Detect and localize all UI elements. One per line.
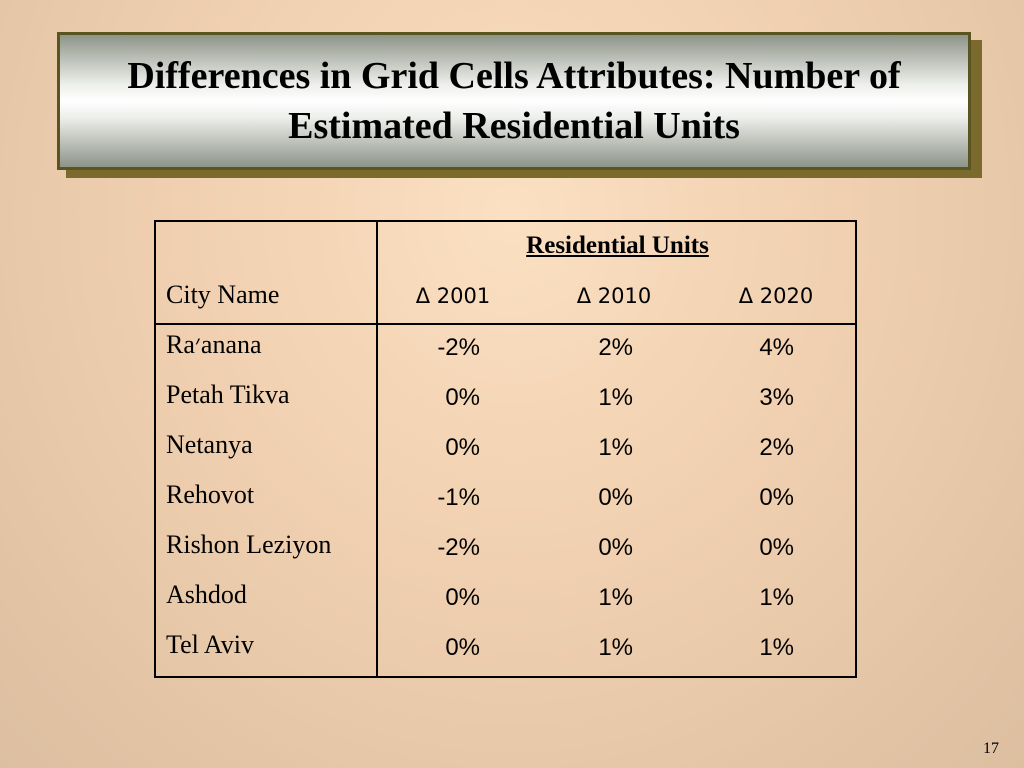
city-cell: Tel Aviv: [166, 630, 254, 659]
table-row: [156, 378, 855, 428]
page-number: 17: [983, 740, 999, 757]
value-cell-2010: 1%: [598, 634, 633, 661]
value-cell-2020: 3%: [759, 384, 794, 411]
city-name-header: City Name: [166, 280, 280, 309]
value-cell-2020: 4%: [759, 334, 794, 361]
value-cell-2001: 0%: [445, 384, 480, 411]
city-cell: Rishon Leziyon: [166, 530, 332, 559]
city-cell: Ra׳anana: [166, 330, 262, 359]
year-header-2020: Δ 2020: [738, 284, 814, 308]
value-cell-2020: 0%: [759, 534, 794, 561]
city-cell: Ashdod: [166, 580, 247, 609]
value-cell-2001: 0%: [445, 634, 480, 661]
header-divider: [156, 323, 855, 325]
value-cell-2010: 2%: [598, 334, 633, 361]
value-cell-2010: 1%: [598, 584, 633, 611]
value-cell-2001: -1%: [437, 484, 480, 511]
value-cell-2020: 1%: [759, 634, 794, 661]
residential-units-table: [154, 220, 857, 678]
table-row: [156, 578, 855, 628]
value-cell-2010: 0%: [598, 484, 633, 511]
city-cell: Rehovot: [166, 480, 255, 509]
value-cell-2001: -2%: [437, 334, 480, 361]
value-cell-2001: 0%: [445, 584, 480, 611]
table-row: [156, 528, 855, 578]
year-header-2001: Δ 2001: [415, 284, 491, 308]
value-cell-2001: -2%: [437, 534, 480, 561]
city-cell: Petah Tikva: [166, 380, 290, 409]
city-cell: Netanya: [166, 430, 253, 459]
table-row: [156, 428, 855, 478]
table-row: [156, 628, 855, 678]
slide-title: Differences in Grid Cells Attributes: Number of Estimated Residential Units: [127, 55, 901, 147]
table-row: [156, 328, 855, 378]
title-box: [57, 32, 971, 170]
value-cell-2010: 1%: [598, 384, 633, 411]
value-cell-2001: 0%: [445, 434, 480, 461]
year-header-2010: Δ 2010: [576, 284, 652, 308]
residential-units-header: Residential Units: [526, 232, 709, 259]
value-cell-2020: 1%: [759, 584, 794, 611]
value-cell-2010: 0%: [598, 534, 633, 561]
value-cell-2020: 0%: [759, 484, 794, 511]
value-cell-2020: 2%: [759, 434, 794, 461]
value-cell-2010: 1%: [598, 434, 633, 461]
table-row: [156, 478, 855, 528]
